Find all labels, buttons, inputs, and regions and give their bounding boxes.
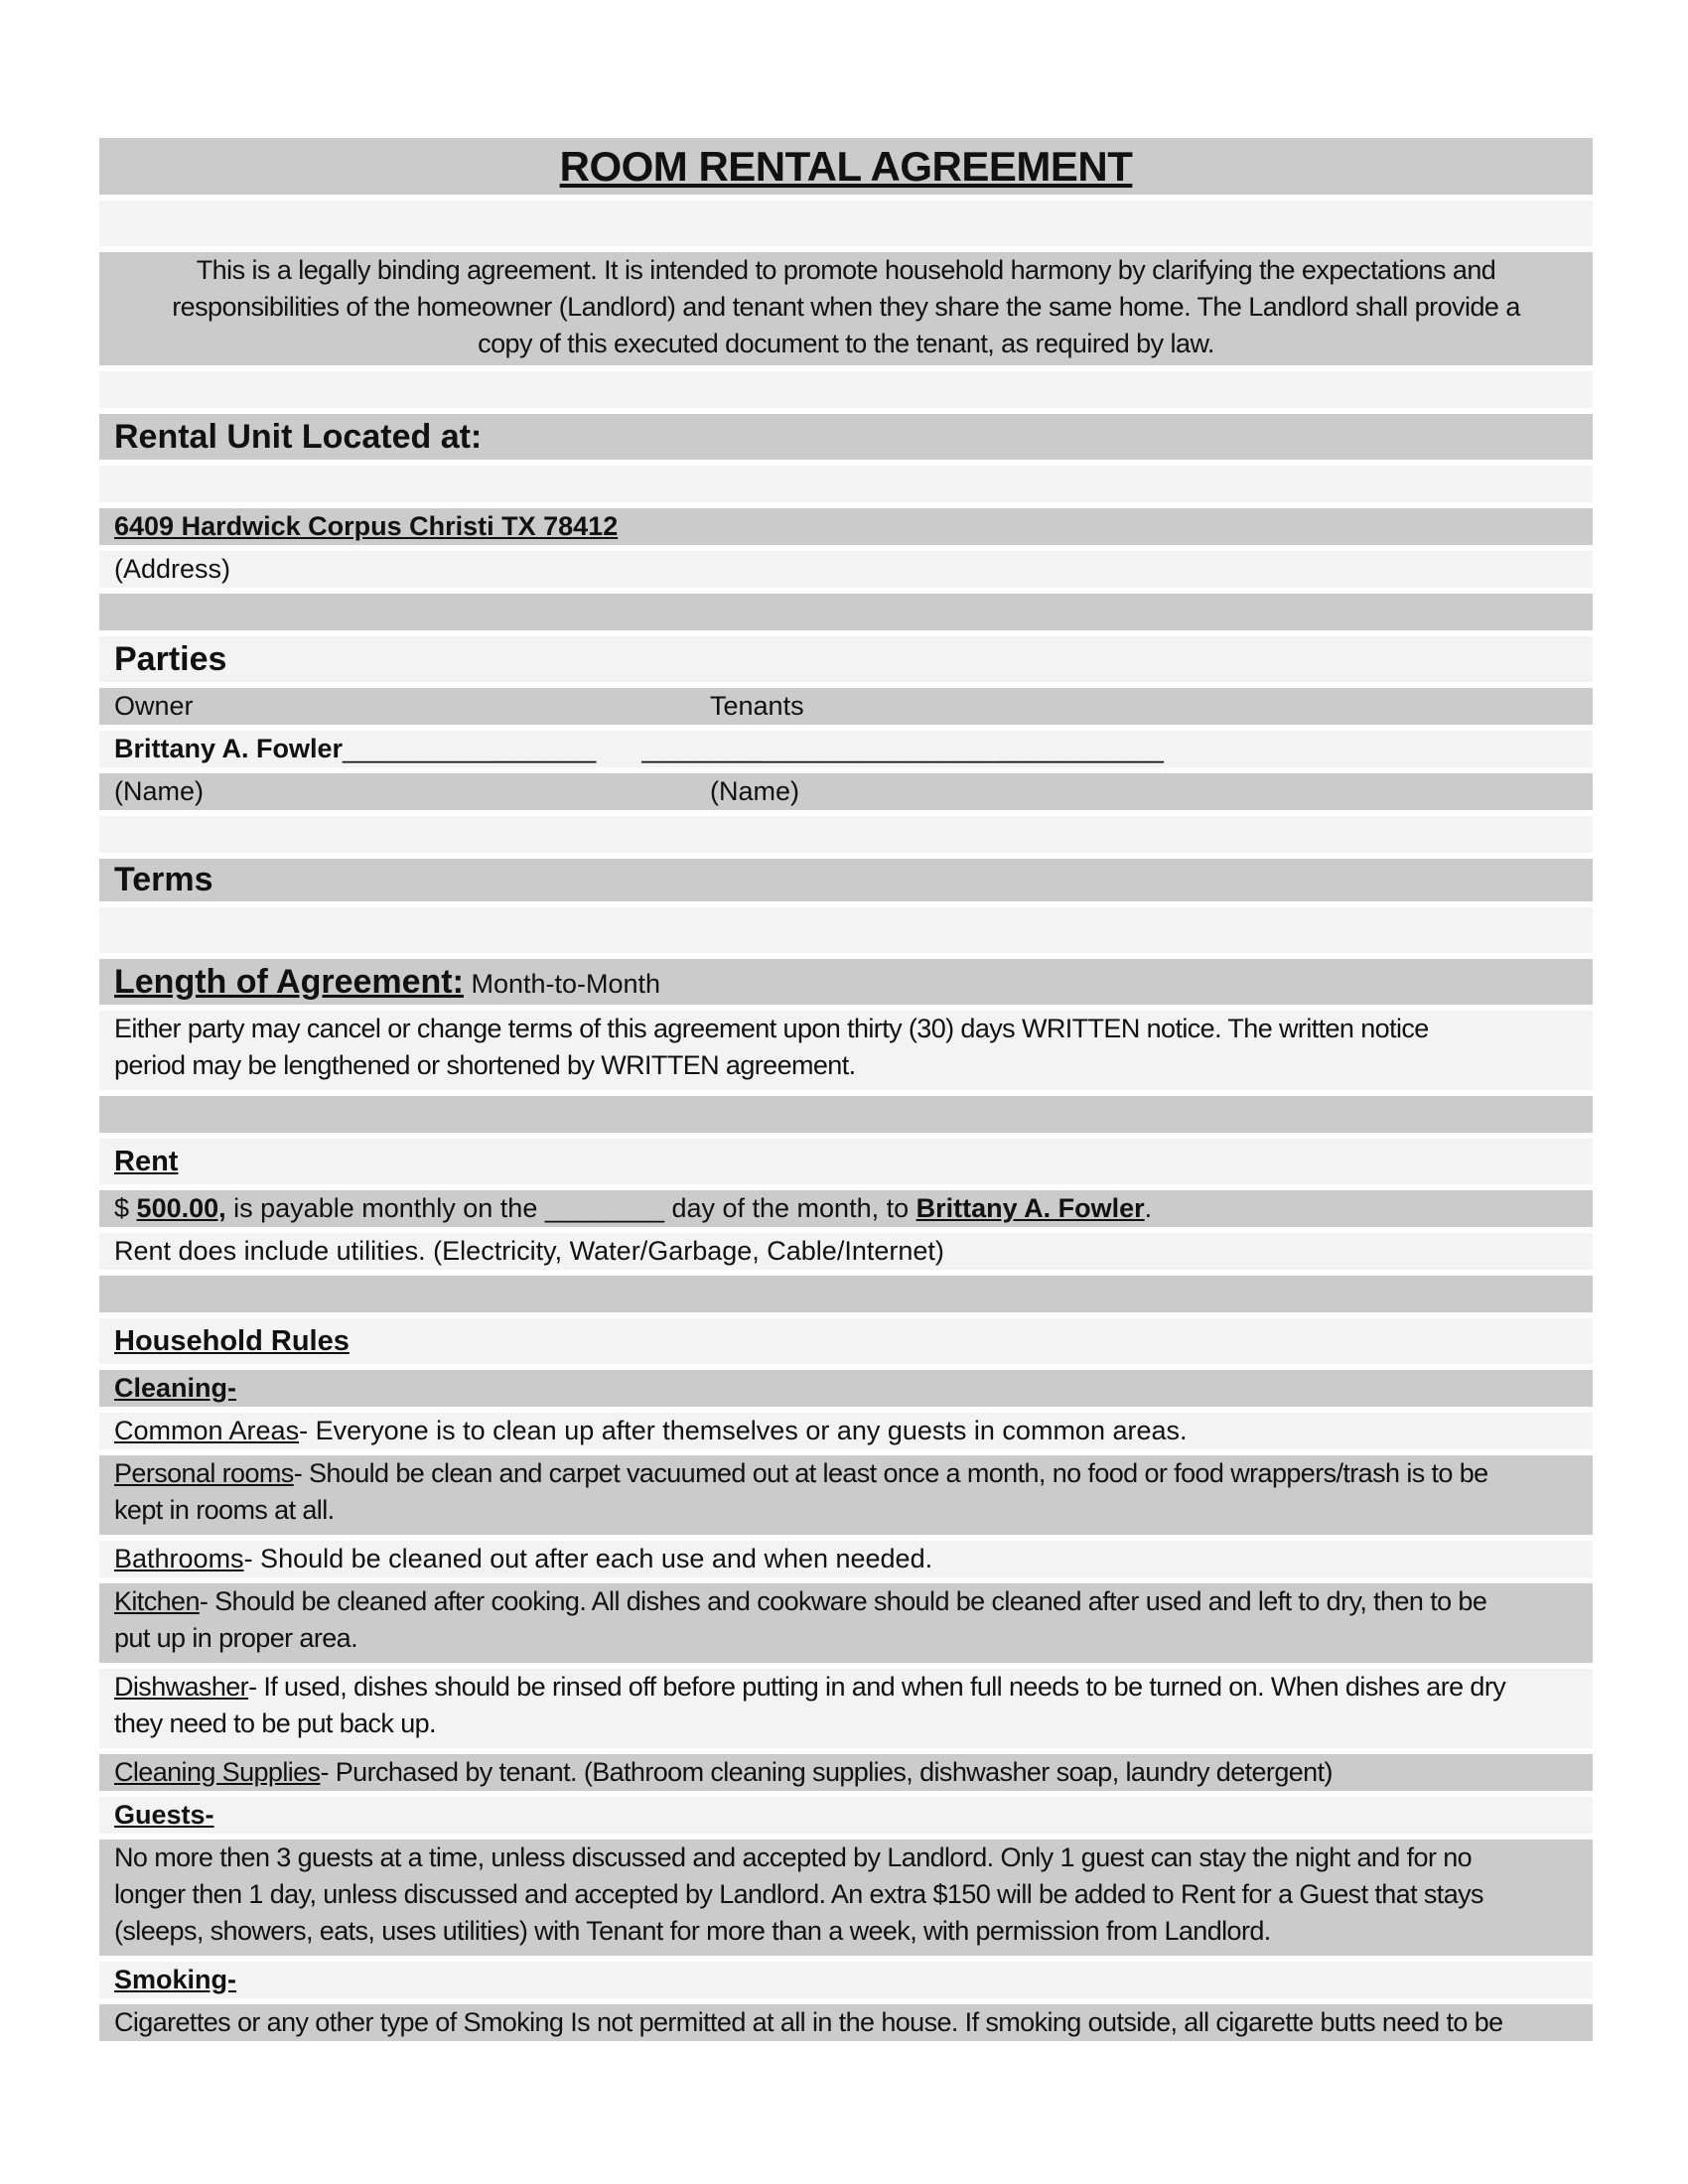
text-line xyxy=(114,1669,1578,1706)
rule-label: Cleaning Supplies xyxy=(114,1757,321,1787)
spacer-row xyxy=(99,816,1593,853)
household-rules-heading: Household Rules xyxy=(99,1318,1593,1364)
rent-amount-row xyxy=(99,1190,1593,1227)
rule-bathrooms xyxy=(99,1541,1593,1577)
parties-captions-row xyxy=(99,773,1593,810)
text-line: put up in proper area. xyxy=(114,1623,357,1653)
intro-paragraph xyxy=(99,252,1593,365)
rent-utilities: Rent does include utilities. (Electricity, Water/Garbage, Cable/Internet) xyxy=(99,1233,1593,1270)
smoking-text: Cigarettes or any other type of Smoking Is not permitted at all in the house. If smoking outside, all cigarette butts need to be xyxy=(99,2004,1593,2041)
rent-text: is payable monthly on the ________ day of the month, to xyxy=(225,1193,916,1223)
text-line: longer then 1 day, unless discussed and accepted by Landlord. An extra $150 will be added to Rent for a Guest that stays xyxy=(114,1879,1483,1909)
rent-period: . xyxy=(1144,1193,1153,1223)
rule-label: Kitchen xyxy=(114,1586,200,1616)
intro-line: This is a legally binding agreement. It is intended to promote household harmony by clarifying the expectations and xyxy=(196,255,1496,285)
owner-name-caption: (Name) xyxy=(114,776,205,806)
parties-names-row xyxy=(99,731,1593,767)
rule-text: - Purchased by tenant. (Bathroom cleaning supplies, dishwasher soap, laundry detergent) xyxy=(320,1757,1333,1787)
owner-label: Owner xyxy=(114,691,194,721)
tenant-name-blank: ___________________________________ xyxy=(641,734,1164,763)
address-caption: (Address) xyxy=(99,551,1593,588)
spacer-row xyxy=(99,1096,1593,1133)
text-line: (sleeps, showers, eats, uses utilities) with Tenant for more than a week, with permission from Landlord. xyxy=(114,1916,1271,1946)
rent-payee: Brittany A. Fowler xyxy=(915,1193,1145,1223)
rule-text: - Should be clean and carpet vacuumed out at least once a month, no food or food wrappers/trash is to be xyxy=(293,1458,1488,1488)
owner-name: Brittany A. Fowler xyxy=(114,734,344,763)
document-title: ROOM RENTAL AGREEMENT xyxy=(99,138,1593,195)
rental-unit-heading: Rental Unit Located at: xyxy=(99,414,1593,460)
rule-personal-rooms xyxy=(99,1455,1593,1535)
spacer-row xyxy=(99,907,1593,953)
spacer-row xyxy=(99,201,1593,246)
tenant-name-caption: (Name) xyxy=(710,776,800,806)
rule-label: Bathrooms xyxy=(114,1544,244,1573)
text-line xyxy=(114,1583,1578,1620)
spacer-row xyxy=(99,371,1593,408)
rule-dishwasher xyxy=(99,1669,1593,1748)
guests-text xyxy=(99,1840,1593,1956)
text-line: kept in rooms at all. xyxy=(114,1495,335,1525)
agreement-form xyxy=(99,138,1593,2047)
rent-amount: 500.00, xyxy=(136,1193,226,1223)
text-line: they need to be put back up. xyxy=(114,1708,436,1738)
length-of-agreement-text xyxy=(99,1011,1593,1090)
rule-text: - Everyone is to clean up after themselves or any guests in common areas. xyxy=(299,1416,1188,1445)
text-line: Either party may cancel or change terms of this agreement upon thirty (30) days WRITTEN notice. The written notice xyxy=(114,1014,1429,1043)
length-of-agreement-label: Length of Agreement: xyxy=(114,963,464,1001)
terms-heading: Terms xyxy=(99,859,1593,901)
text-line xyxy=(114,1455,1578,1492)
spacer-row xyxy=(99,466,1593,502)
smoking-heading: Smoking- xyxy=(99,1962,1593,1998)
tenants-label: Tenants xyxy=(710,691,804,721)
rule-cleaning-supplies xyxy=(99,1754,1593,1791)
rule-text: - Should be cleaned out after each use and when needed. xyxy=(243,1544,933,1573)
owner-name-blank: _________________ xyxy=(343,734,597,763)
rule-text: - If used, dishes should be rinsed off before putting in and when full needs to be turned on. When dishes are dry xyxy=(248,1672,1506,1702)
rental-address: 6409 Hardwick Corpus Christi TX 78412 xyxy=(99,508,1593,545)
rule-common-areas xyxy=(99,1413,1593,1449)
text-line: period may be lengthened or shortened by WRITTEN agreement. xyxy=(114,1050,856,1080)
cleaning-heading: Cleaning- xyxy=(99,1370,1593,1407)
rule-label: Personal rooms xyxy=(114,1458,294,1488)
text-line: No more then 3 guests at a time, unless discussed and accepted by Landlord. Only 1 guest can stay the night and for no xyxy=(114,1843,1473,1872)
parties-labels-row xyxy=(99,688,1593,725)
length-of-agreement-value: Month-to-Month xyxy=(471,969,661,999)
guests-heading: Guests- xyxy=(99,1797,1593,1834)
rule-text: - Should be cleaned after cooking. All dishes and cookware should be cleaned after used and left to dry, then to be xyxy=(199,1586,1487,1616)
dollar-sign: $ xyxy=(114,1193,130,1223)
length-of-agreement-row xyxy=(99,959,1593,1005)
intro-line: responsibilities of the homeowner (Landlord) and tenant when they share the same home. The Landlord shall provide a xyxy=(172,292,1520,322)
rule-label: Common Areas xyxy=(114,1416,300,1445)
spacer-row xyxy=(99,1276,1593,1312)
rule-kitchen xyxy=(99,1583,1593,1663)
parties-heading: Parties xyxy=(99,636,1593,682)
rule-label: Dishwasher xyxy=(114,1672,249,1702)
spacer-row xyxy=(99,594,1593,630)
intro-line: copy of this executed document to the tenant, as required by law. xyxy=(478,329,1214,358)
rent-heading: Rent xyxy=(99,1139,1593,1184)
